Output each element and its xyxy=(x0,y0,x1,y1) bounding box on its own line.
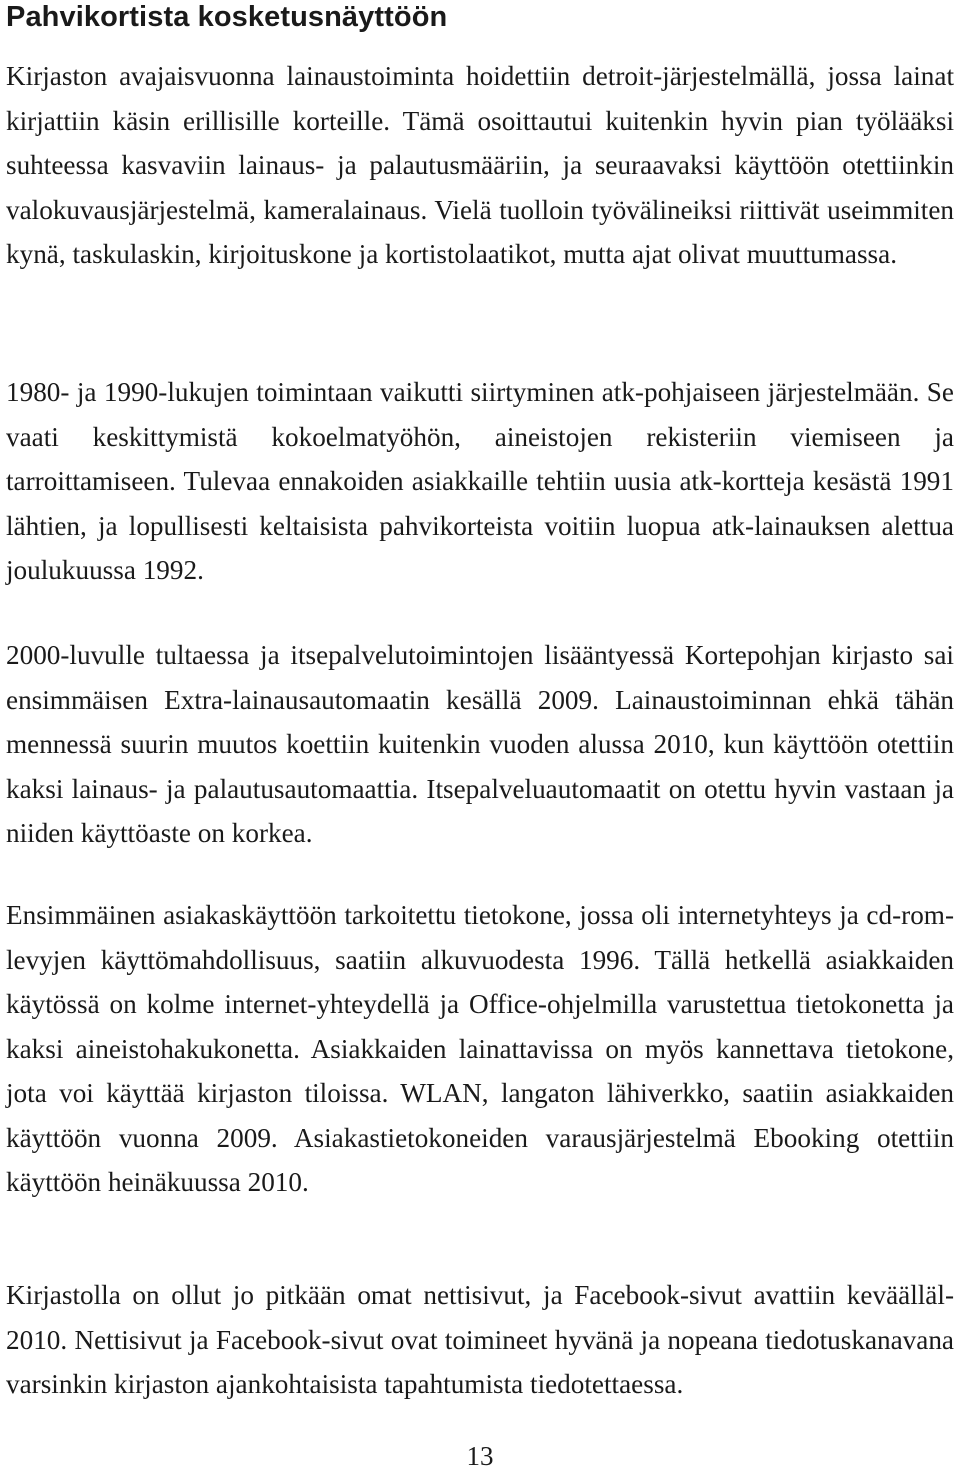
page-number: 13 xyxy=(466,1441,494,1471)
page-title: Pahvikortista kosketusnäyttöön xyxy=(6,1,448,33)
paragraph-lending-history: Kirjaston avajaisvuonna lainaustoiminta hoidettiin detroit-järjestelmällä, jossa lainat kirjattiin käsin erillisille korteille. Tämä osoittautui kuitenkin hyvin pian työlääksi suhteessa kasvaviin lainaus- ja palautusmääriin, ja seuraavaksi käyttöön otettiinkin valokuvausjärjestelmä, kameralainaus. Vielä tuolloin työvälineiksi riittivät useimmiten kynä, taskulaskin, kirjoituskone ja kortistolaatikot, mutta ajat olivat muuttumassa. xyxy=(6,61,954,269)
paragraph-self-service: 2000-luvulle tultaessa ja itsepalvelutoimintojen lisääntyessä Kortepohjan kirjasto sai ensimmäisen Extra-lainausautomaatin kesällä 2009. Lainaustoiminnan ehkä tähän mennessä suurin muutos koettiin kuitenkin vuoden alussa 2010, kun käyttöön otettiin kaksi lainaus- ja palautusautomaattia. Itsepalveluautomaatit on otettu hyvin vastaan ja niiden käyttöaste on korkea. xyxy=(6,640,954,848)
paragraph-customer-computers: Ensimmäinen asiakaskäyttöön tarkoitettu tietokone, jossa oli internetyhteys ja cd-rom-levyjen käyttömahdollisuus, saatiin alkuvuodesta 1996. Tällä hetkellä asiakkaiden käytössä on kolme internet-yhteydellä ja Office-ohjelmilla varustettua tietokonetta ja kaksi aineistohakukonetta. Asiakkaiden lainattavissa on myös kannettava tietokone, jota voi käyttää kirjaston tiloissa. WLAN, langaton lähiverkko, saatiin asiakkaiden käyttöön vuonna 2009. Asiakastietokoneiden varausjärjestelmä Ebooking otettiin käyttöön heinäkuussa 2010. xyxy=(6,900,954,1197)
paragraph-computer-system: 1980- ja 1990-lukujen toimintaan vaikutti siirtyminen atk-pohjaiseen järjestelmään. Se vaati keskittymistä kokoelmatyöhön, aineistojen rekisteriin viemiseen ja tarroittamiseen. Tulevaa ennakoiden asiakkaille tehtiin uusia atk-kortteja kesästä 1991 lähtien, ja lopullisesti keltaisista pahvikorteista voitiin luopua atk-lainauksen alettua joulukuussa 1992. xyxy=(6,377,954,585)
paragraph-website-facebook: Kirjastolla on ollut jo pitkään omat nettisivut, ja Facebook-sivut avattiin keväälläl 2010. Nettisivut ja Facebook-sivut ovat toimineet hyvänä ja nopeana tiedotuskanavana varsinkin kirjaston ajankohtaisista tapahtumista tiedotettaessa. xyxy=(6,1280,954,1399)
